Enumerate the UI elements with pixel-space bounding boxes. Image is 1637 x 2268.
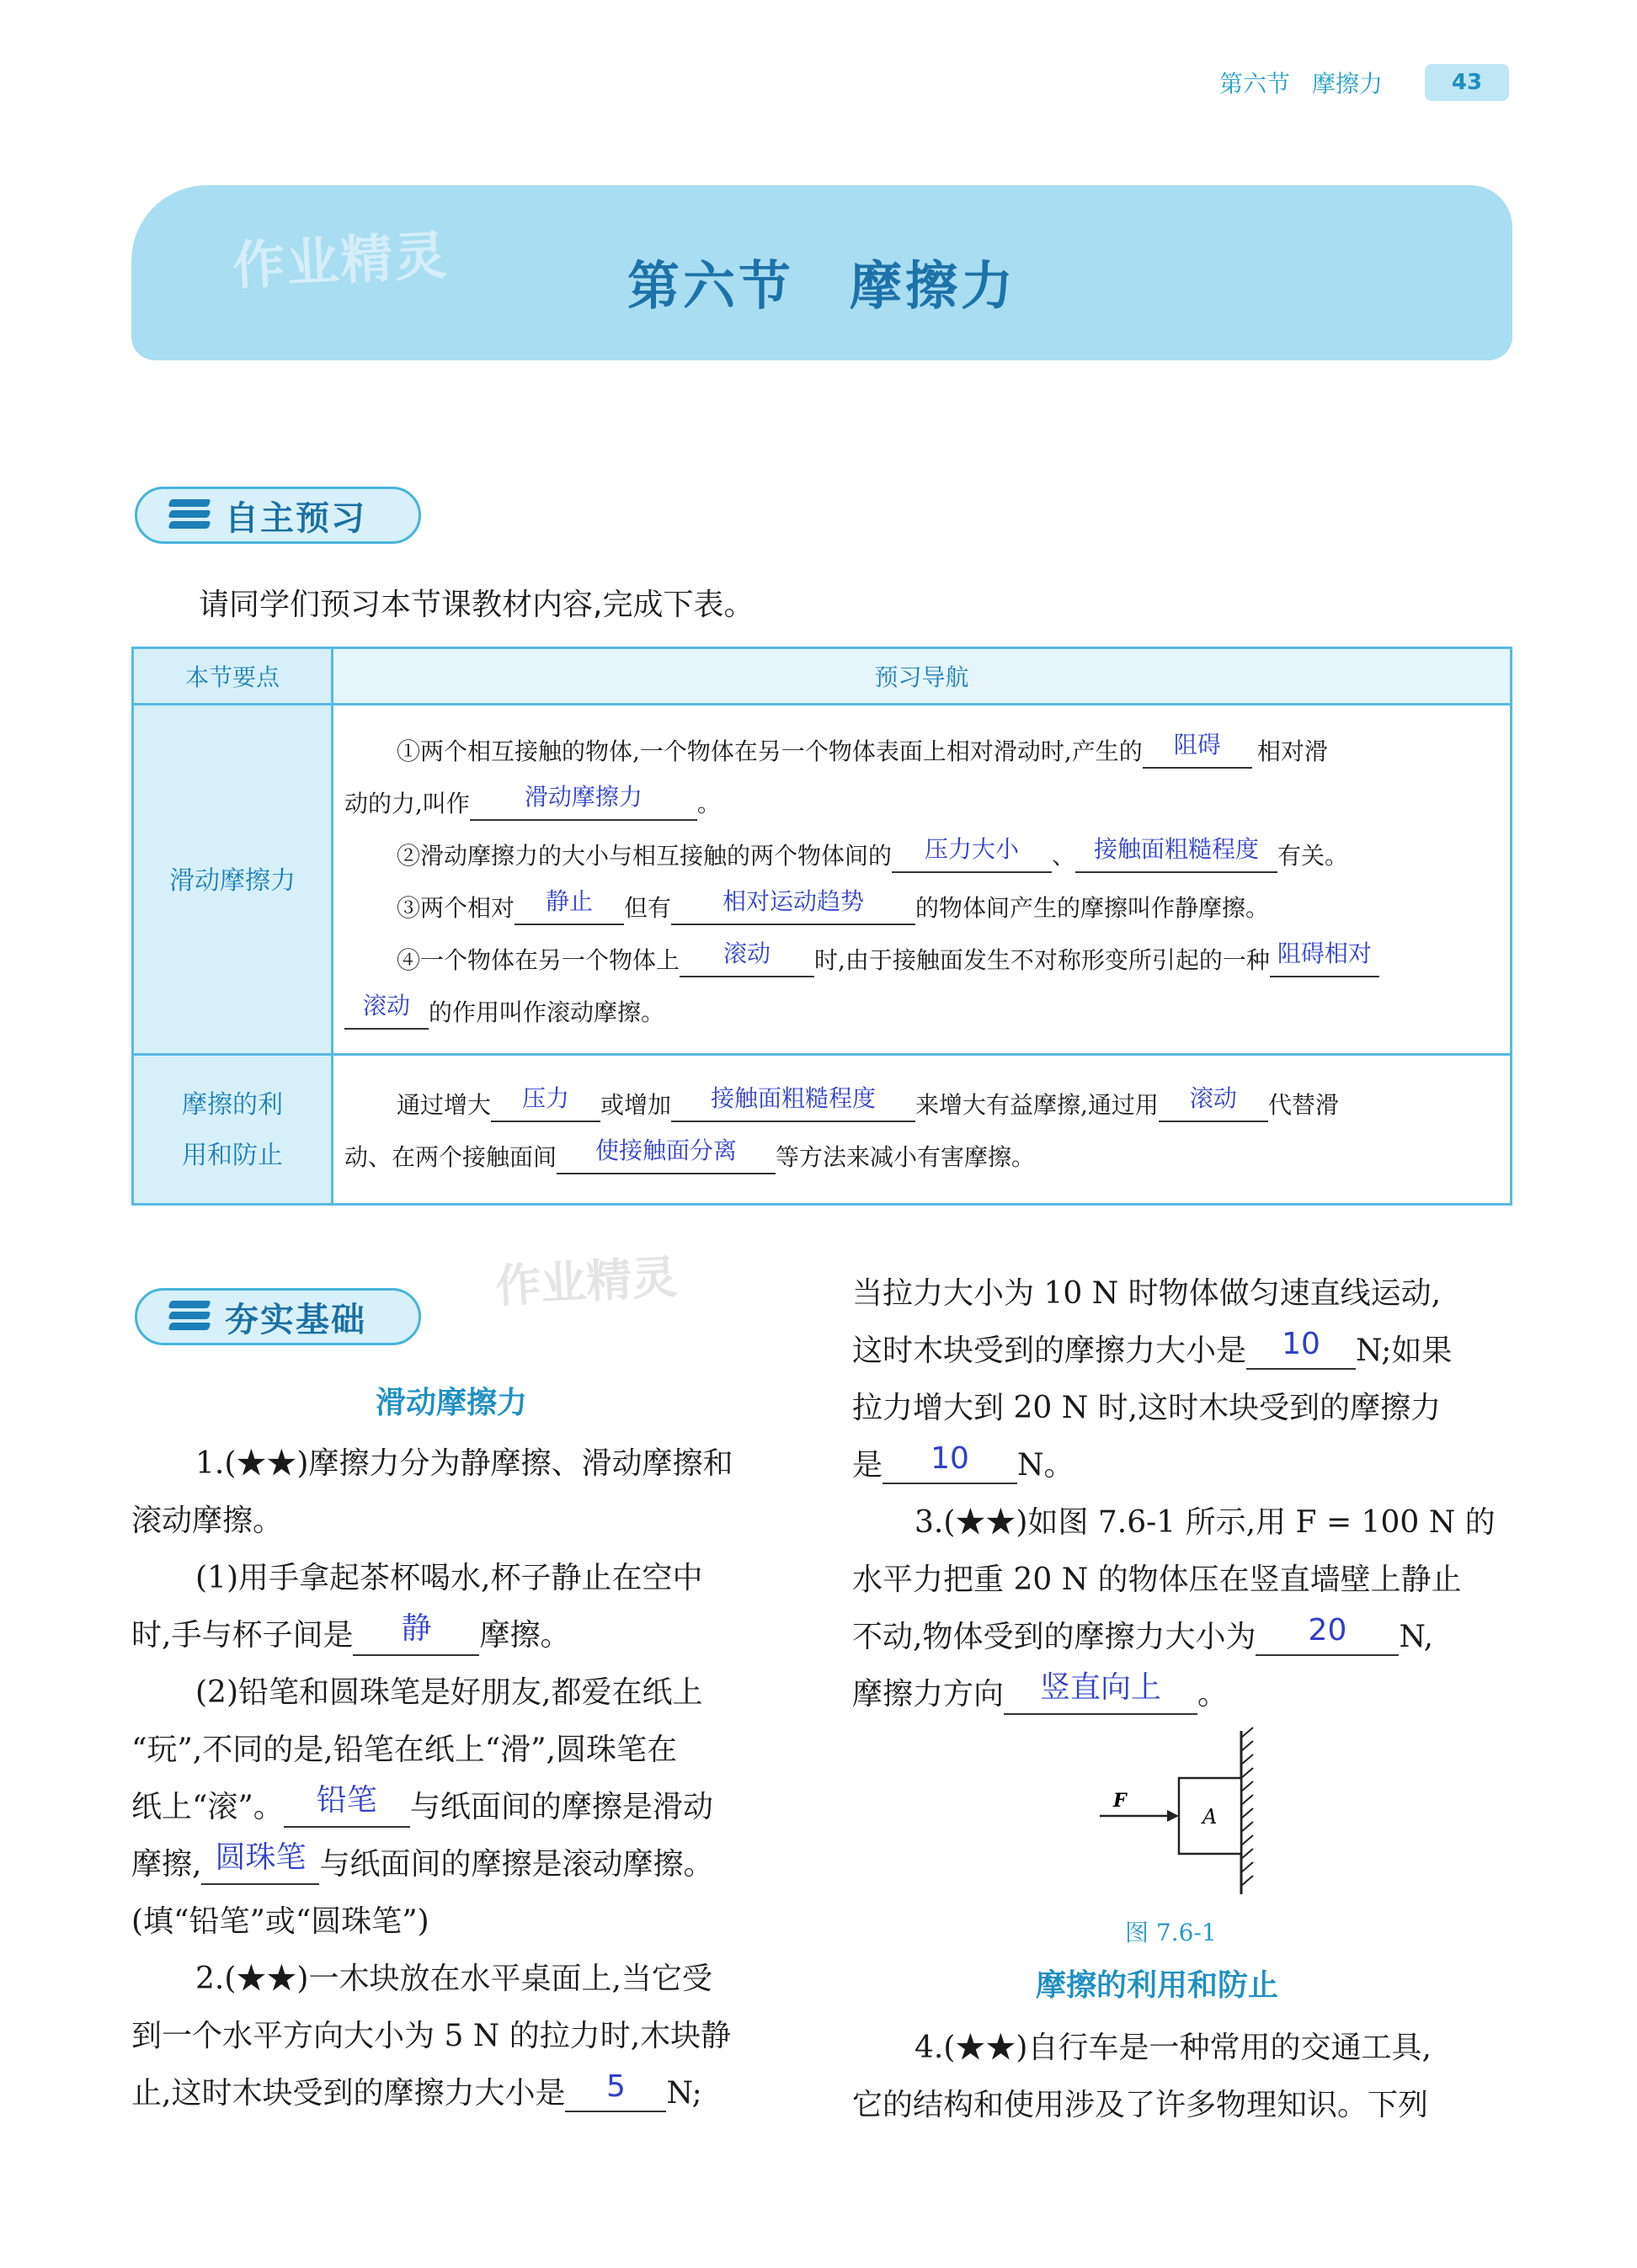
table-line: 通过增大 压力 或增加 接触面粗糙程度 来增大有益摩擦,通过用 滚动 代替滑	[397, 1087, 1339, 1122]
q2-line: 当拉力大小为 10 N 时物体做匀速直线运动,	[852, 1276, 1442, 1311]
preview-intro: 请同学们预习本节课教材内容,完成下表。	[199, 588, 755, 622]
q1-line: 滚动摩擦。	[131, 1504, 284, 1538]
q2-line: 2.(★★)一木块放在水平桌面上,当它受	[195, 1962, 712, 1996]
q4-line: 4.(★★)自行车是一种常用的交通工具,	[914, 2031, 1432, 2065]
q1-line: “玩”,不同的是,铅笔在纸上“滑”,圆珠笔在	[131, 1733, 677, 1767]
figure-caption: 图 7.6-1	[1125, 1919, 1217, 1946]
q2-line: 到一个水平方向大小为 5 N 的拉力时,木块静	[131, 2019, 732, 2053]
q1-line: 纸上“滚”。 铅笔 与纸面间的摩擦是滑动	[131, 1783, 713, 1828]
table-line: 动、在两个接触面间 使接触面分离 等方法来减小有害摩擦。	[344, 1139, 1035, 1174]
col-nav-header: 预习导航	[333, 649, 1510, 703]
q4-line: 它的结构和使用涉及了许多物理知识。下列	[852, 2088, 1429, 2122]
q2-line: 这时木块受到的摩擦力大小是 10 N;如果	[852, 1327, 1453, 1368]
table-line: ③两个相对 静止 但有 相对运动趋势 的物体间产生的摩擦叫作静摩擦。	[397, 890, 1269, 925]
section-basics-badge	[135, 1288, 421, 1345]
table-line: ④一个物体在另一个物体上 滚动 时,由于接触面发生不对称形变所引起的一种 阻碍相对	[397, 942, 1379, 977]
q3-line: 水平力把重 20 N 的物体压在竖直墙壁上静止	[852, 1563, 1462, 1597]
figure-block-wall	[1095, 1726, 1280, 1903]
section-basics-label: 夯实基础	[225, 1300, 366, 1339]
header-section: 第六节	[1218, 70, 1290, 98]
page-title: 第六节 摩擦力	[627, 255, 1016, 317]
row1-key: 滑动摩擦力	[169, 866, 296, 896]
q3-line: 不动,物体受到的摩擦力大小为 20 N,	[852, 1613, 1434, 1654]
q1-line: 1.(★★)摩擦力分为静摩擦、滑动摩擦和	[195, 1446, 733, 1481]
q2-line: 止,这时木块受到的摩擦力大小是 5 N;	[131, 2069, 702, 2111]
table-line: 滚动 的作用叫作滚动摩擦。	[344, 994, 664, 1030]
force-label: F	[1113, 1790, 1127, 1812]
table-line: 动的力,叫作 滑动摩擦力 。	[344, 785, 721, 821]
q1-line: (2)铅笔和圆珠笔是好朋友,都爱在纸上	[195, 1675, 703, 1710]
q3-line: 3.(★★)如图 7.6-1 所示,用 F = 100 N 的	[914, 1505, 1496, 1540]
watermark-logo: 作业精灵	[493, 1250, 679, 1313]
subsection-title: 摩擦的利用和防止	[1036, 1968, 1279, 2003]
watermark-logo: 作业精灵	[231, 224, 451, 297]
title-banner	[131, 185, 1512, 360]
table-header	[134, 649, 1510, 705]
q1-line: 时,手与杯子间是 静 摩擦。	[131, 1611, 570, 1656]
page-header	[1219, 64, 1509, 101]
book-icon	[169, 499, 211, 531]
q2-line: 拉力增大到 20 N 时,这时木块受到的摩擦力	[852, 1391, 1442, 1425]
subsection-title: 滑动摩擦力	[376, 1386, 528, 1420]
table-line: ②滑动摩擦力的大小与相互接触的两个物体间的 压力大小 、 接触面粗糙程度 有关。	[397, 838, 1348, 873]
section-preview-label: 自主预习	[225, 498, 366, 538]
row2-key: 摩擦的利 用和防止	[182, 1090, 283, 1170]
q2-line: 是 10 N。	[852, 1441, 1074, 1483]
q1-line: (1)用手拿起茶杯喝水,杯子静止在空中	[195, 1561, 703, 1595]
col-key-header: 本节要点	[134, 649, 331, 703]
preview-table	[131, 647, 1512, 1206]
page-number: 43	[1425, 64, 1509, 101]
table-line: ①两个相互接触的物体,一个物体在另一个物体表面上相对滑动时,产生的 阻碍 相对滑	[397, 733, 1328, 769]
book-icon	[169, 1301, 211, 1333]
q1-line: 摩擦, 圆珠笔 与纸面间的摩擦是滚动摩擦。	[131, 1840, 713, 1885]
section-preview-badge	[135, 487, 421, 544]
q1-line: (填“铅笔”或“圆珠笔”)	[131, 1904, 429, 1939]
header-topic: 摩擦力	[1311, 70, 1383, 98]
q3-line: 摩擦力方向 竖直向上 。	[852, 1670, 1228, 1715]
block-label: A	[1202, 1805, 1218, 1829]
